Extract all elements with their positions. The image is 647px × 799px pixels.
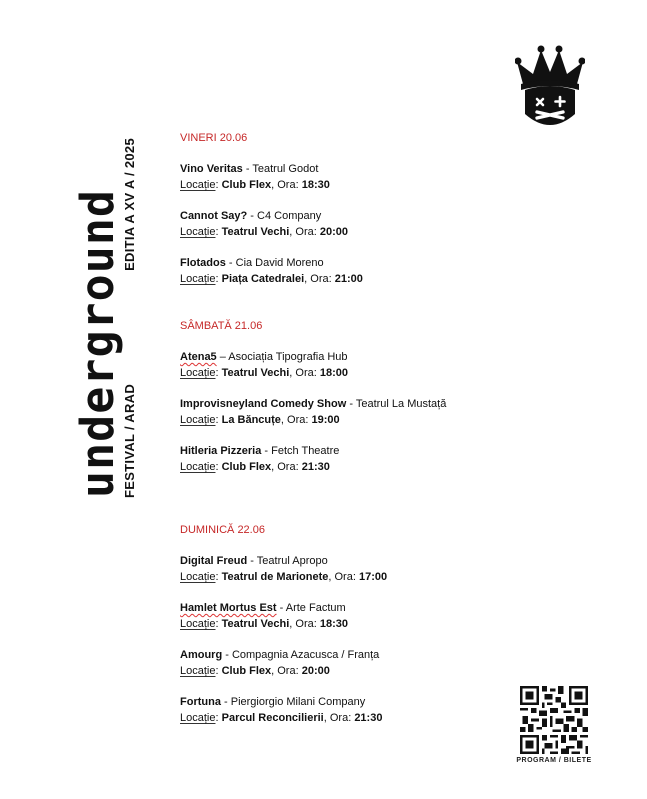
event-time: 21:00 [334,273,363,285]
event-company: - Fetch Theatre [261,445,340,457]
event-company: - Teatrul Godot [242,163,319,175]
event-company: - Teatrul La Mustață [346,398,447,410]
event-item: Amourg - Compagnia Azacusca / Franța Locație: Club Flex, Ora: 20:00 [180,649,380,677]
time-label: Ora [329,712,349,724]
event-time: 21:30 [301,461,330,473]
event-item: Fortuna - Piergiorgio Milani Company Locație: Parcul Reconcilierii, Ora: 21:30 [180,696,383,724]
location-label: Locație [180,273,216,285]
location-label: Locație [180,618,216,630]
festival-brand [71,128,146,498]
time-label: Ora [295,618,314,630]
event-venue: Teatrul de Marionete [221,571,329,583]
event-time: 18:00 [319,367,348,379]
event-venue: La Băncuțe [221,414,281,426]
event-company: - Arte Factum [276,602,346,614]
event-time: 21:30 [354,712,383,724]
time-label: Ora [277,665,296,677]
event-title: Hitleria Pizzeria [180,445,262,457]
day-heading: VINERI 20.06 [180,132,248,144]
brand-wordmark: underground [71,188,124,498]
event-title: Amourg [180,649,223,661]
event-time: 20:00 [319,226,348,238]
location-label: Locație [180,712,216,724]
brand-subtitles [122,138,138,498]
time-label: Ora [334,571,353,583]
event-title: Cannot Say? [180,210,248,222]
event-time: 18:30 [301,179,330,191]
location-label: Locație [180,179,216,191]
time-label: Ora [295,226,314,238]
event-time: 20:00 [301,665,330,677]
event-company: - Compagnia Azacusca / Franța [222,649,380,661]
day-heading: SÂMBATĂ 21.06 [180,320,263,332]
event-time: 19:00 [311,414,340,426]
qr-label: PROGRAM / BILETE [516,757,592,764]
location-label: Locație [180,367,216,379]
event-item: Cannot Say? - C4 Company Locație: Teatrul Vechi, Ora: 20:00 [180,210,348,238]
location-label: Locație [180,571,216,583]
day-heading: DUMINICĂ 22.06 [180,524,265,536]
time-label: Ora [287,414,306,426]
event-venue: Parcul Reconcilierii [221,712,324,724]
event-item: Hamlet Mortus Est - Arte Factum Locație: Teatrul Vechi, Ora: 18:30 [180,602,348,630]
event-title: Atena5 [180,351,217,363]
event-title: Hamlet Mortus Est [180,602,277,614]
time-label: Ora [310,273,329,285]
event-company: – Asociația Tipografia Hub [216,351,348,363]
event-title: Flotados [180,257,226,269]
event-venue: Piața Catedralei [221,273,305,285]
event-title: Vino Veritas [180,163,243,175]
day-section [180,130,510,287]
event-item: Atena5 – Asociația Tipografia Hub Locație: Teatrul Vechi, Ora: 18:00 [180,351,348,379]
location-label: Locație [180,414,216,426]
time-label: Ora [277,179,296,191]
location-label: Locație [180,226,216,238]
event-item: Hitleria Pizzeria - Fetch Theatre Locație: Club Flex, Ora: 21:30 [180,445,340,473]
event-item: Flotados - Cia David Moreno Locație: Piața Catedralei, Ora: 21:00 [180,257,363,285]
event-venue: Teatrul Vechi [221,618,290,630]
event-time: 18:30 [319,618,348,630]
program-list [180,130,510,726]
event-title: Digital Freud [180,555,248,567]
jester-hat-icon [515,44,585,136]
event-venue: Club Flex [221,665,272,677]
time-label: Ora [277,461,296,473]
day-section [180,522,510,726]
day-section [180,318,510,475]
event-item: Digital Freud - Teatrul Apropo Locație: Teatrul de Marionete, Ora: 17:00 [180,555,388,583]
event-venue: Teatrul Vechi [221,226,290,238]
event-company: - Piergiorgio Milani Company [220,696,366,708]
event-title: Fortuna [180,696,221,708]
qr-code[interactable] [520,686,588,754]
event-company: - Teatrul Apropo [247,555,328,567]
time-label: Ora [295,367,314,379]
event-venue: Club Flex [221,461,272,473]
location-label: Locație [180,461,216,473]
brand-edition: EDITIA A XV A / 2025 [122,138,137,271]
event-company: - Cia David Moreno [225,257,324,269]
event-title: Improvisneyland Comedy Show [180,398,347,410]
event-item: Improvisneyland Comedy Show - Teatrul La Mustață Locație: La Băncuțe, Ora: 19:00 [180,398,447,426]
brand-place: FESTIVAL / ARAD [122,383,137,498]
event-venue: Teatrul Vechi [221,367,290,379]
location-label: Locație [180,665,216,677]
event-time: 17:00 [358,571,388,583]
event-venue: Club Flex [221,179,272,191]
event-company: - C4 Company [247,210,322,222]
event-item: Vino Veritas - Teatrul Godot Locație: Club Flex, Ora: 18:30 [180,163,330,191]
